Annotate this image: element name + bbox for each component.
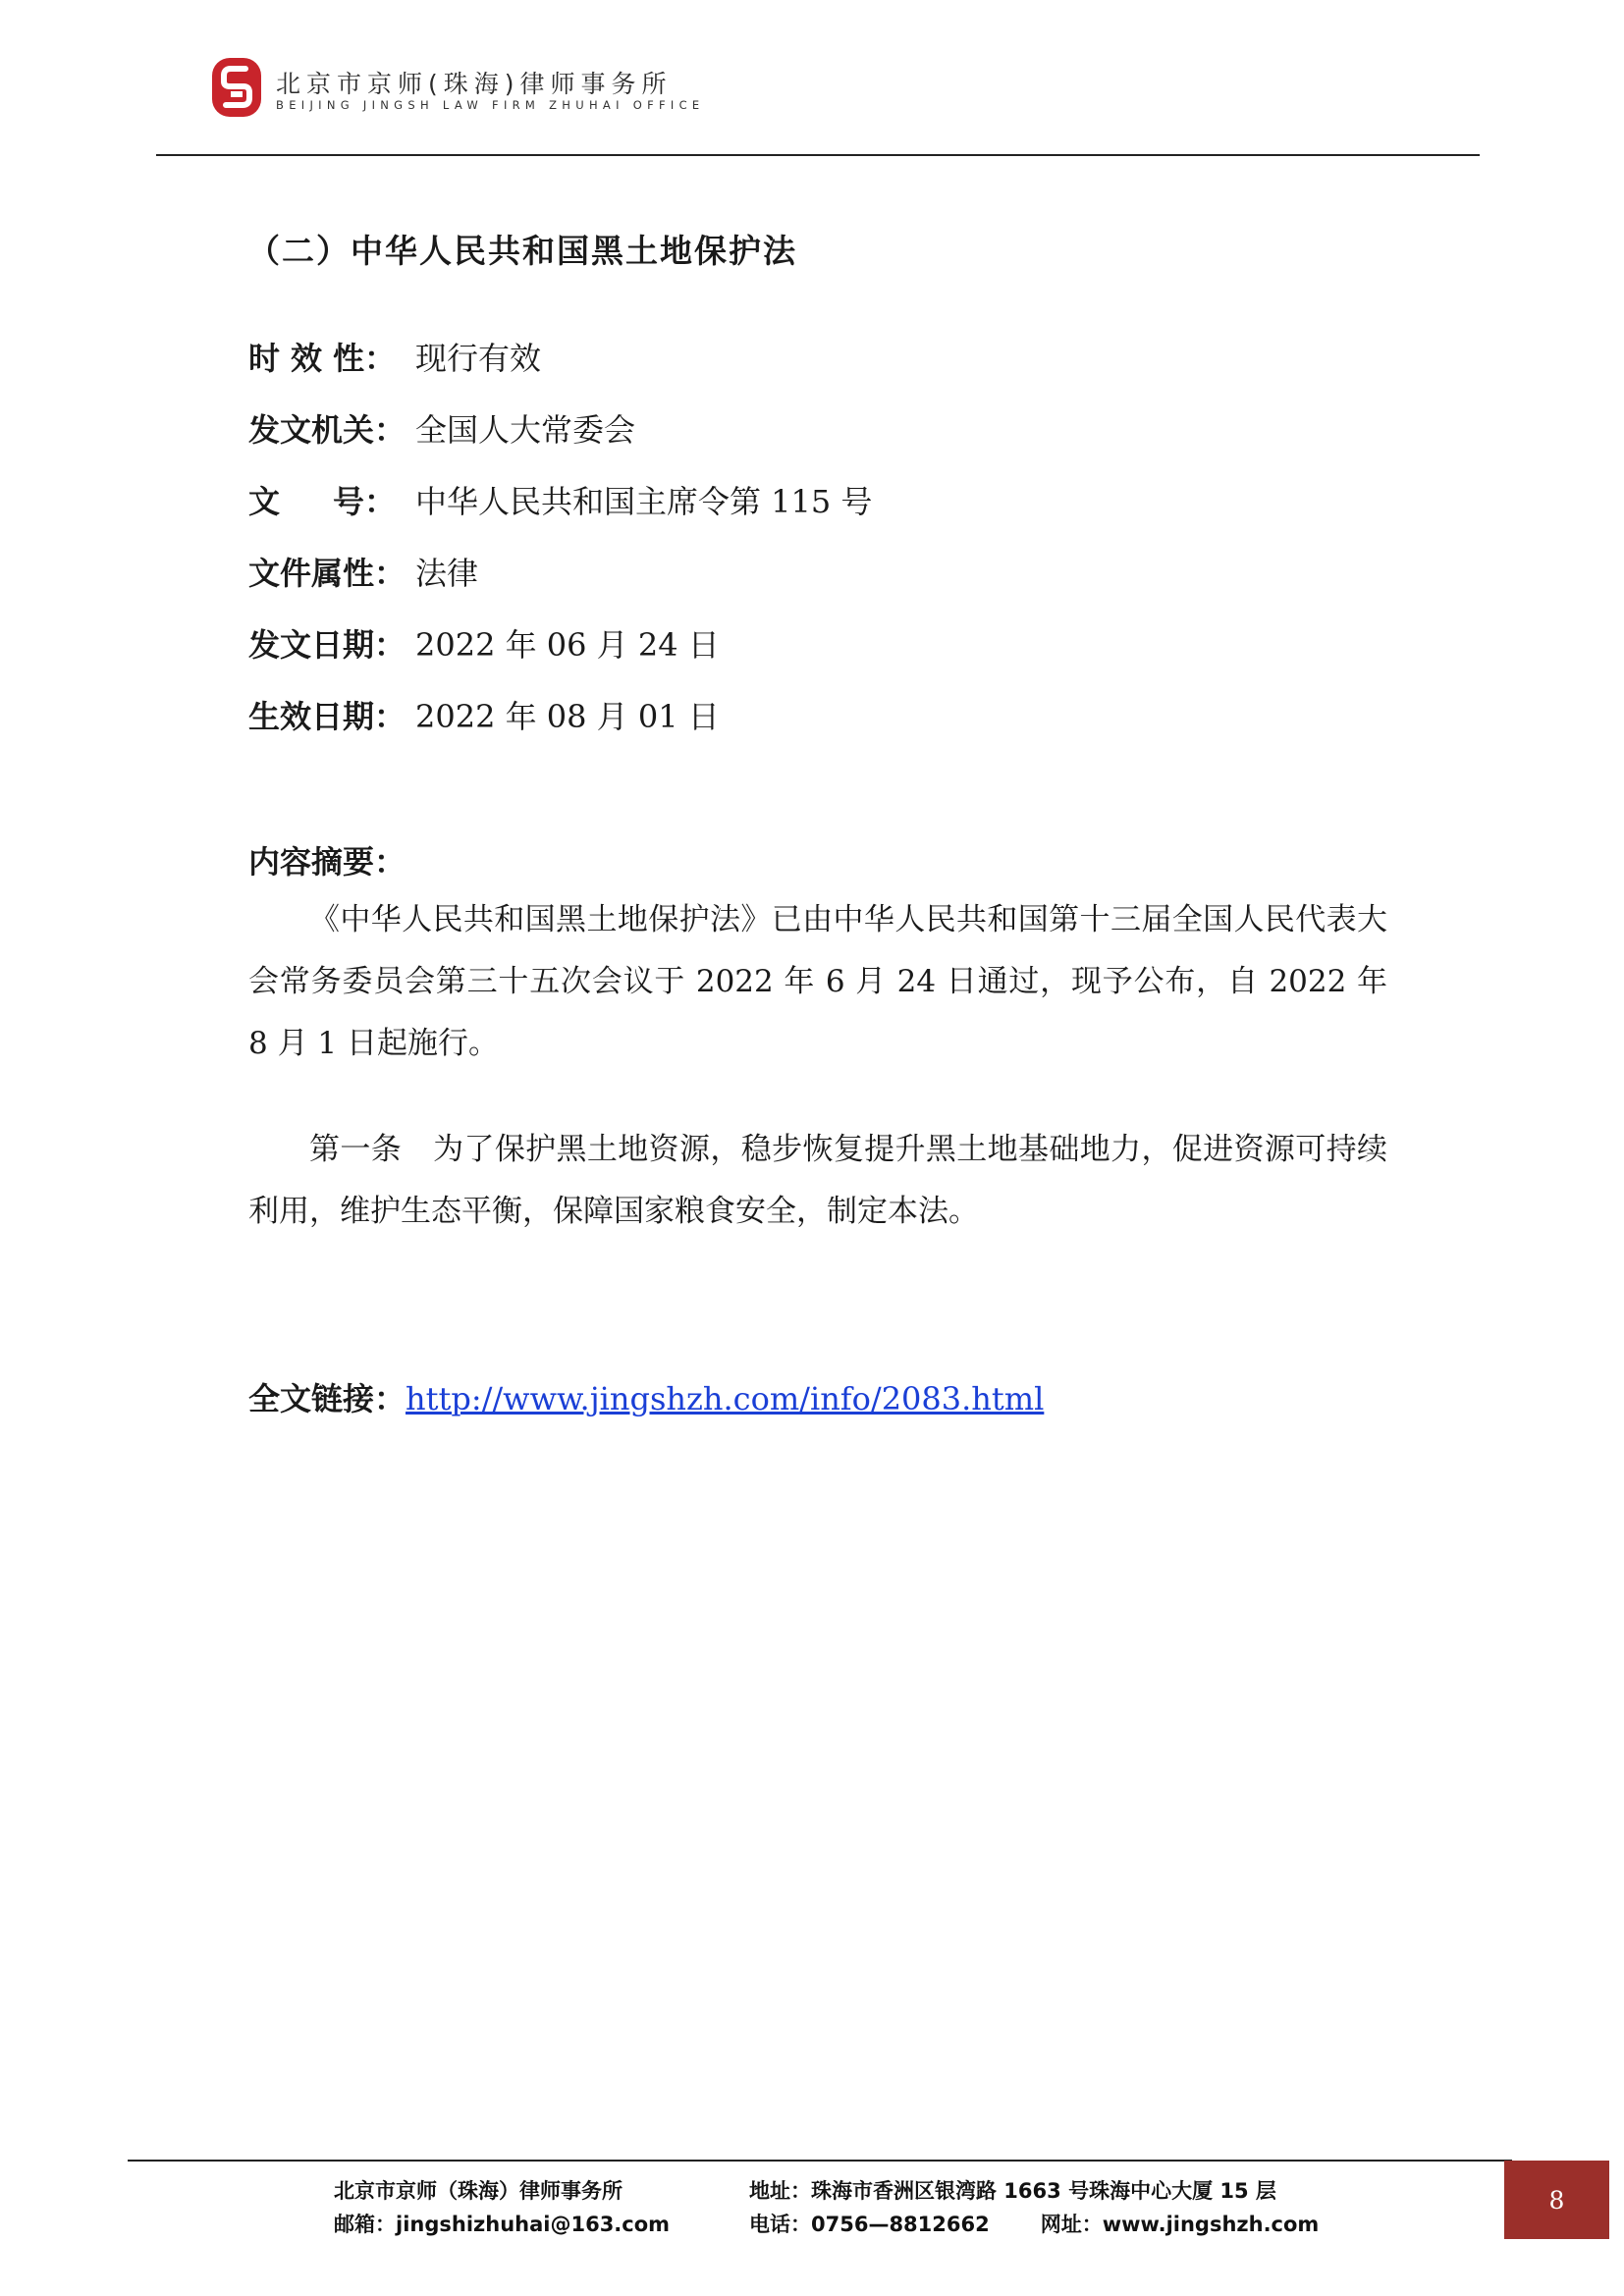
footer-divider: [128, 2160, 1512, 2162]
meta-doc-number: [248, 477, 872, 549]
footer-phone-web: [749, 2208, 1319, 2241]
meta-doc-number-label: 文 号：: [248, 483, 396, 520]
full-text-link[interactable]: http://www.jingshzh.com/info/2083.html: [406, 1380, 1045, 1417]
document-metadata: [248, 334, 872, 764]
footer-address: 地址：珠海市香洲区银湾路 1663 号珠海中心大厦 15 层: [749, 2179, 1276, 2203]
header-divider: [156, 154, 1480, 156]
footer-contact-left: [334, 2174, 670, 2241]
article-one-paragraph: [248, 1119, 1387, 1243]
meta-doc-number-value: 中华人民共和国主席令第 115 号: [415, 483, 873, 520]
meta-issue-date-value: 2022 年 06 月 24 日: [415, 626, 720, 664]
meta-effective-date-value: 2022 年 08 月 01 日: [415, 698, 720, 735]
meta-issuer-value: 全国人大常委会: [415, 411, 636, 449]
meta-effective-date: [248, 692, 872, 764]
meta-effective-date-label: 生效日期：: [248, 698, 406, 735]
full-text-link-row: [248, 1374, 1044, 1419]
meta-issuer: [248, 405, 872, 477]
footer-contact-right: [749, 2174, 1319, 2241]
meta-doc-type: [248, 549, 872, 620]
summary-paragraph: 《中华人民共和国黑土地保护法》已由中华人民共和国第十三届全国人民代表大会常务委员会第三十五次会议于 2022 年 6 月 24 日通过，现予公布，自 2022 年 8 月 1 日起施行。: [248, 902, 1387, 1061]
meta-issue-date-label: 发文日期：: [248, 626, 406, 664]
firm-name-en: BEIJING JINGSH LAW FIRM ZHUHAI OFFICE: [276, 98, 705, 112]
article-text: 为了保护黑土地资源，稳步恢复提升黑土地基础地力，促进资源可持续利用，维护生态平衡，保障国家粮食安全，制定本法。: [248, 1132, 1387, 1229]
summary-title: 内容摘要：: [248, 843, 406, 881]
meta-validity: [248, 334, 872, 405]
page-number: 8: [1504, 2161, 1609, 2239]
meta-validity-value: 现行有效: [415, 340, 542, 377]
meta-validity-label: 时 效 性：: [248, 340, 396, 377]
full-text-link-label: 全文链接：: [248, 1380, 406, 1417]
article-number: 第一条: [309, 1132, 403, 1167]
meta-issuer-label: 发文机关：: [248, 411, 406, 449]
meta-issue-date: [248, 620, 872, 692]
firm-name-cn: 北京市京师(珠海)律师事务所: [276, 70, 673, 98]
footer-email: 邮箱：jingshizhuhai@163.com: [334, 2213, 671, 2236]
footer-website: 网址：www.jingshzh.com: [1040, 2213, 1320, 2236]
section-title: （二）中华人民共和国黑土地保护法: [247, 232, 797, 270]
meta-doc-type-label: 文件属性：: [248, 555, 406, 592]
footer-phone: 电话：0756—8812662: [749, 2213, 990, 2236]
meta-doc-type-value: 法律: [415, 555, 479, 592]
footer-firm-name: 北京市京师（珠海）律师事务所: [334, 2179, 623, 2203]
jingshi-logo-icon: [209, 55, 264, 120]
